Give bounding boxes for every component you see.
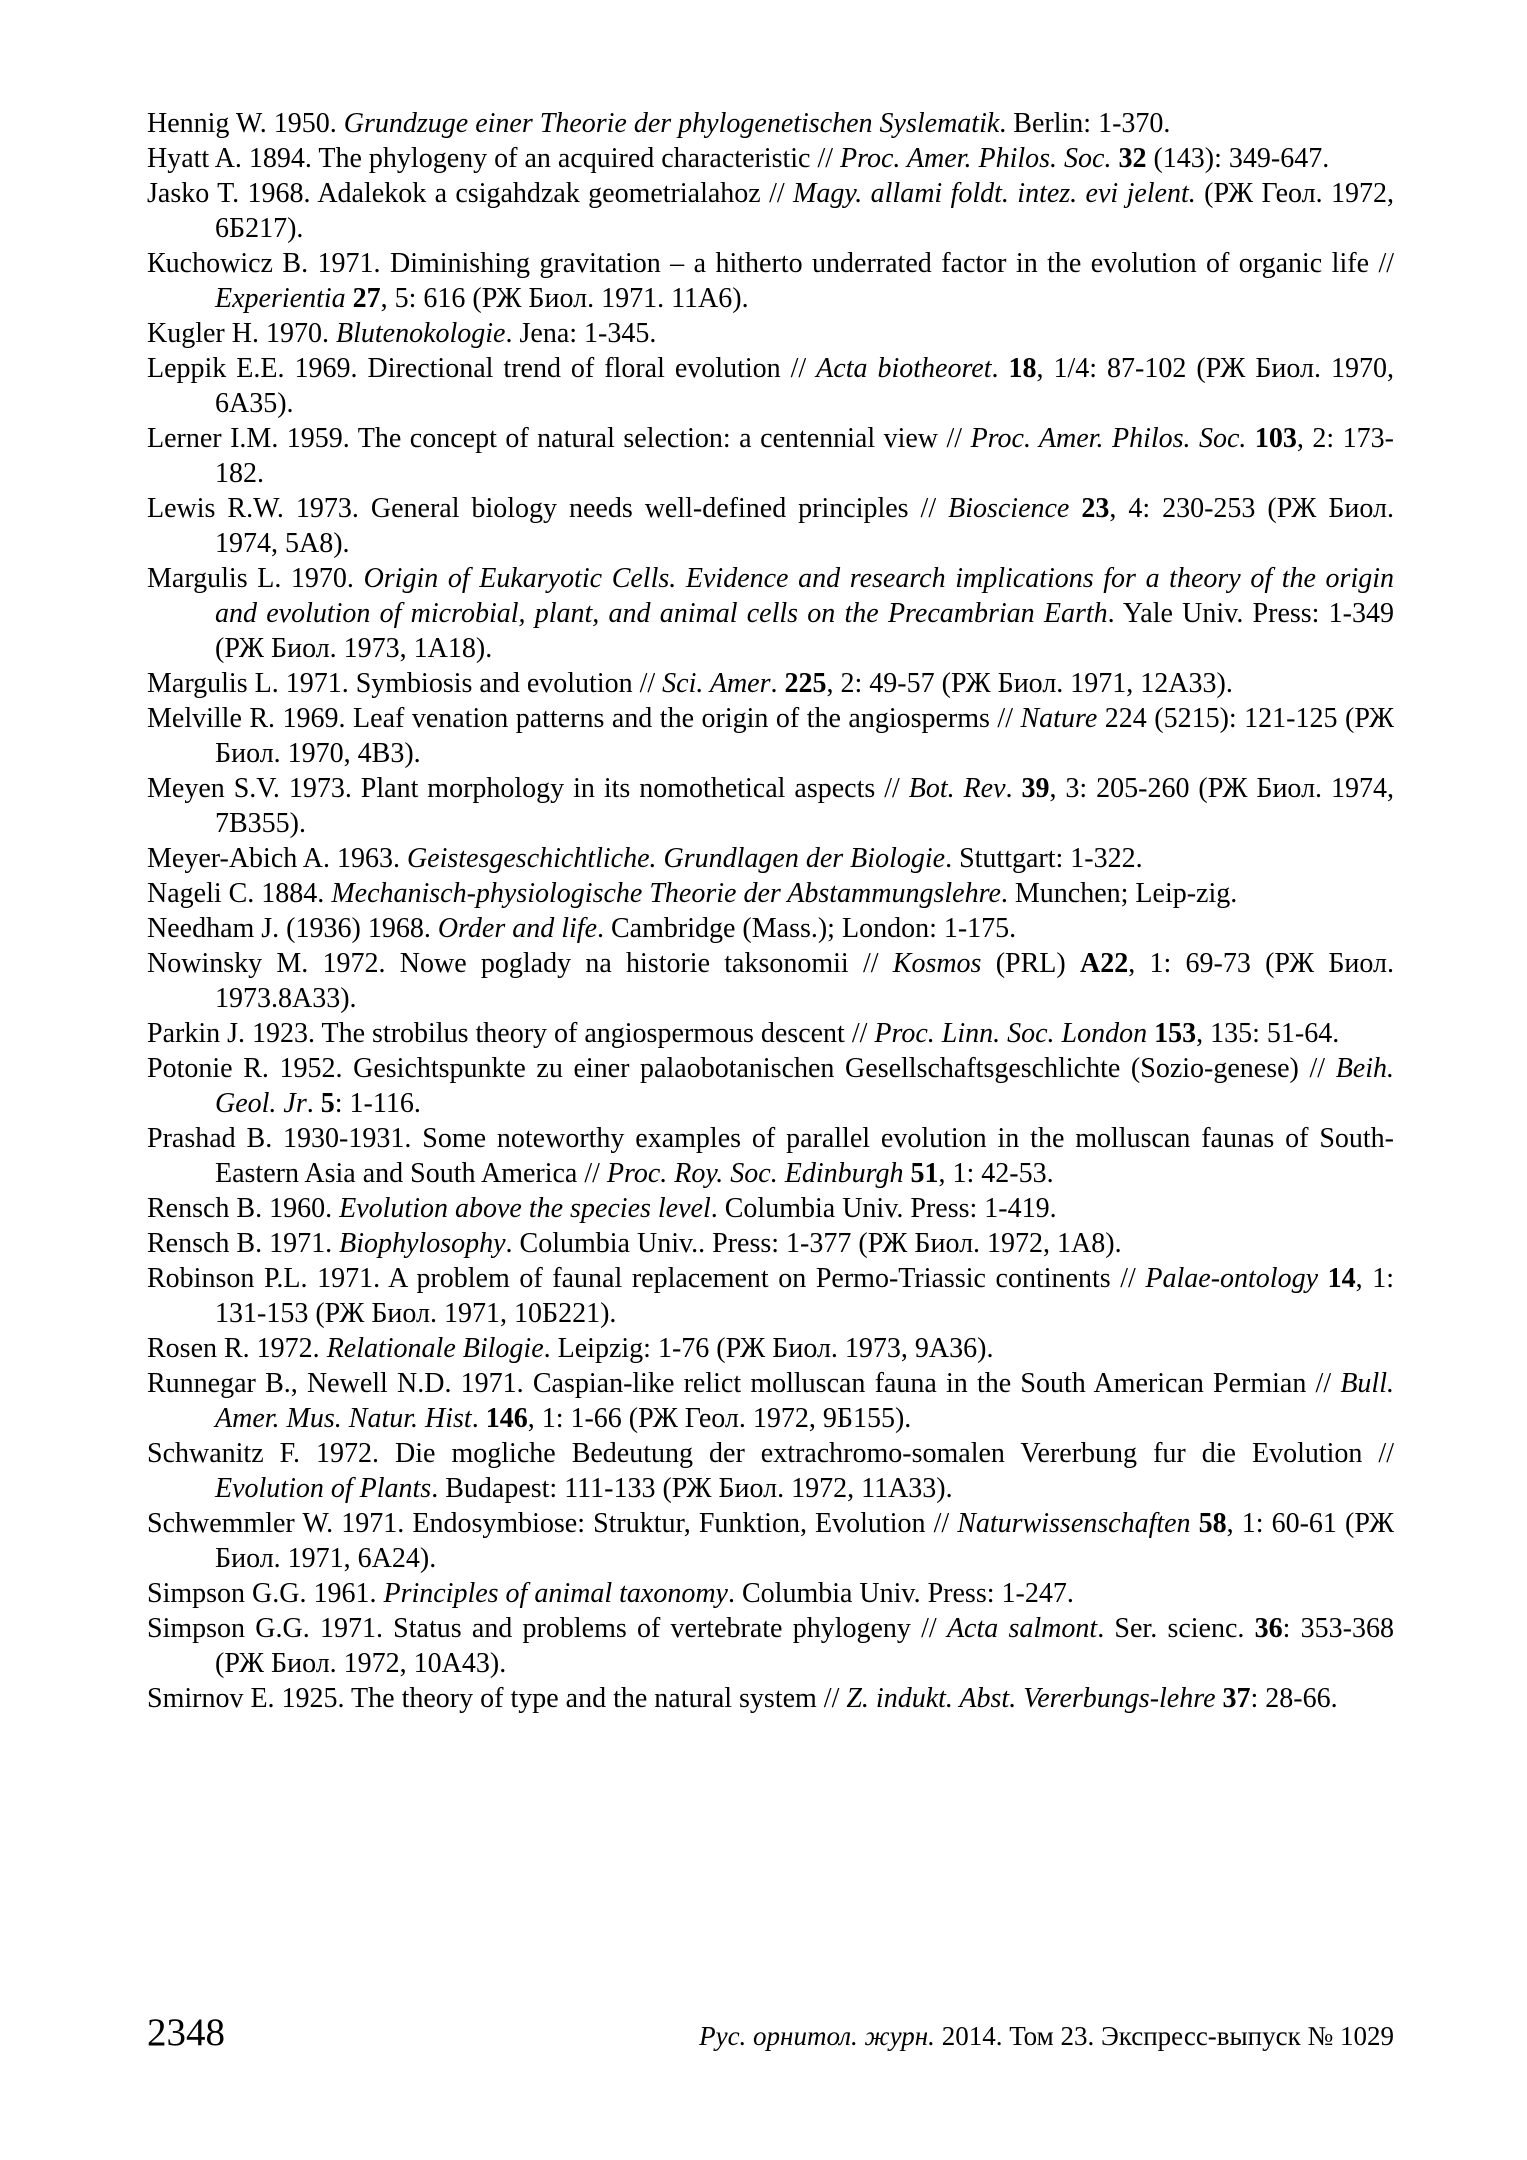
- reference-text: . Leipzig: 1-76 (РЖ Биол. 1973, 9А36).: [543, 1333, 994, 1364]
- reference-text: . Columbia Univ.. Press: 1-377 (РЖ Биол. 1972, 1А8).: [505, 1228, 1122, 1259]
- reference-volume-number: 18: [1008, 353, 1037, 384]
- reference-volume-number: 103: [1254, 423, 1297, 454]
- reference-text: , 1: 60-61 (РЖ Биол. 1971, 6А24).: [215, 1508, 1395, 1574]
- reference-entry: [147, 1261, 1394, 1331]
- reference-text: , 2: 49-57 (РЖ Биол. 1971, 12А33).: [826, 668, 1233, 699]
- reference-text: Melville R. 1969. Leaf venation patterns and the origin of the angiosperms //: [147, 703, 1021, 734]
- reference-text: Runnegar B., Newell N.D. 1971. Caspian-like relict molluscan fauna in the South American Permian //: [147, 1368, 1341, 1399]
- reference-italic-text: Evolution above the species level: [339, 1193, 711, 1224]
- reference-entry: [147, 106, 1394, 141]
- reference-text: [1216, 1683, 1223, 1714]
- reference-italic-text: Beih. Geol. Jr: [215, 1053, 1394, 1119]
- reference-entry: [147, 316, 1394, 351]
- reference-list: [147, 106, 1394, 1716]
- reference-volume-number: А22: [1079, 948, 1129, 979]
- reference-italic-text: Naturwissenschaften: [957, 1508, 1191, 1539]
- reference-italic-text: Palae-ontology: [1145, 1263, 1319, 1294]
- reference-text: . Yale Univ. Press: 1-349 (РЖ Биол. 1973, 1А18).: [215, 598, 1394, 664]
- reference-entry: [147, 1331, 1394, 1366]
- journal-citation: [699, 2022, 1394, 2052]
- reference-text: . Columbia Univ. Press: 1-419.: [710, 1193, 1057, 1224]
- reference-text: Prashad B. 1930-1931. Some noteworthy examples of parallel evolution in the molluscan faunas of South-Eastern Asia and South America //: [147, 1123, 1394, 1189]
- reference-entry: [147, 561, 1394, 666]
- reference-text: Potonie R. 1952. Gesichtspunkte zu einer palaobotanischen Gesellschaftsgeschlichte (Sozio-genese) //: [147, 1053, 1336, 1084]
- reference-text: Hennig W. 1950.: [147, 108, 344, 139]
- reference-volume-number: 14: [1327, 1263, 1356, 1294]
- reference-entry: [147, 1576, 1394, 1611]
- reference-italic-text: Z. indukt. Abst. Vererbungs-lehre: [846, 1683, 1216, 1714]
- reference-entry: [147, 1506, 1394, 1576]
- reference-text: Smirnov E. 1925. The theory of type and the natural system //: [147, 1683, 847, 1714]
- reference-italic-text: Experientia: [215, 283, 346, 314]
- journal-citation-details: 2014. Том 23. Экспресс-выпуск № 1029: [934, 2021, 1394, 2051]
- reference-italic-text: Bull. Amer. Mus. Natur. Hist: [215, 1368, 1394, 1434]
- reference-text: Rensch B. 1960.: [147, 1193, 340, 1224]
- page-footer: [147, 2012, 1394, 2055]
- reference-text: [1069, 493, 1081, 524]
- reference-entry: [147, 1366, 1394, 1436]
- reference-text: Кuchowicz B. 1971. Diminishing gravitation – a hitherto underrated factor in the evolution of organic life //: [147, 248, 1394, 279]
- reference-text: (РЖ Геол. 1972, 6Б217).: [215, 178, 1394, 244]
- reference-italic-text: Origin of Eukaryotic Cells. Evidence and research implications for a theory of the origin and evolution of microbial, plant, and animal cells on the Precambrian Earth: [215, 563, 1395, 629]
- reference-entry: [147, 701, 1394, 771]
- reference-volume-number: 32: [1118, 143, 1147, 174]
- reference-text: . Jena: 1-345.: [505, 318, 657, 349]
- reference-italic-text: Evolution of Plants: [215, 1473, 432, 1504]
- reference-italic-text: Bot. Rev: [908, 773, 1006, 804]
- reference-italic-text: Acta biotheoret: [816, 353, 992, 384]
- reference-text: , 135: 51-64.: [1196, 1018, 1340, 1049]
- reference-entry: [147, 666, 1394, 701]
- reference-text: Leppik E.E. 1969. Directional trend of floral evolution //: [147, 353, 817, 384]
- reference-entry: [147, 176, 1394, 246]
- reference-text: Needham J. (1936) 1968.: [147, 913, 438, 944]
- reference-volume-number: 153: [1154, 1018, 1197, 1049]
- reference-text: Hyatt A. 1894. The phylogeny of an acquired characteristic //: [147, 143, 841, 174]
- reference-text: : 1-116.: [334, 1088, 421, 1119]
- reference-text: , 1: 131-153 (РЖ Биол. 1971, 10Б221).: [215, 1263, 1395, 1329]
- reference-italic-text: Biophylosophy: [339, 1228, 506, 1259]
- reference-text: [346, 283, 353, 314]
- reference-entry: [147, 1016, 1394, 1051]
- reference-entry: [147, 911, 1394, 946]
- reference-italic-text: Geistesgeschichtliche. Grundlagen der Biologie: [406, 843, 946, 874]
- reference-text: . Munchen; Leip-zig.: [1000, 878, 1238, 909]
- reference-text: . Berlin: 1-370.: [999, 108, 1171, 139]
- reference-italic-text: Principles of animal taxonomy: [383, 1578, 728, 1609]
- reference-volume-number: 146: [485, 1403, 528, 1434]
- reference-entry: [147, 351, 1394, 421]
- reference-text: , 1: 42-53.: [938, 1158, 1054, 1189]
- reference-italic-text: Grundzuge einer Theorie der phylogenetischen Syslematik: [343, 108, 1000, 139]
- reference-entry: [147, 946, 1394, 1016]
- reference-italic-text: Bioscience: [948, 493, 1070, 524]
- reference-text: Margulis L. 1971. Symbiosis and evolution //: [147, 668, 663, 699]
- reference-text: (PRL): [981, 948, 1080, 979]
- reference-italic-text: Blutenokologie: [335, 318, 506, 349]
- reference-text: . Stuttgart: 1-322.: [945, 843, 1143, 874]
- reference-text: Robinson P.L. 1971. A problem of faunal replacement on Permo-Triassic continents //: [147, 1263, 1146, 1294]
- reference-text: , 2: 173-182.: [215, 423, 1394, 489]
- reference-text: , 3: 205-260 (РЖ Биол. 1974, 7В355).: [215, 773, 1394, 839]
- reference-entry: [147, 1226, 1394, 1261]
- reference-text: .: [471, 1403, 486, 1434]
- reference-volume-number: 36: [1254, 1613, 1283, 1644]
- reference-text: 224 (5215): 121-125 (РЖ Биол. 1970, 4В3).: [215, 703, 1394, 769]
- reference-entry: [147, 771, 1394, 841]
- reference-entry: [147, 1436, 1394, 1506]
- reference-volume-number: 51: [910, 1158, 939, 1189]
- reference-text: Lewis R.W. 1973. General biology needs well-defined principles //: [147, 493, 949, 524]
- reference-italic-text: Proc. Amer. Philos. Soc.: [970, 423, 1247, 454]
- page-number: 2348: [147, 2011, 225, 2054]
- reference-italic-text: Sci. Amer: [662, 668, 771, 699]
- reference-text: [1318, 1263, 1328, 1294]
- reference-text: . Budapest: 111-133 (РЖ Биол. 1972, 11А33).: [431, 1473, 953, 1504]
- reference-italic-text: Order and life: [437, 913, 597, 944]
- reference-text: . Ser. scienc.: [1097, 1613, 1255, 1644]
- reference-entry: [147, 141, 1394, 176]
- reference-text: Jasko T. 1968. Adalekok a csigahdzak geometrialahoz //: [147, 178, 794, 209]
- reference-text: .: [991, 353, 1009, 384]
- reference-text: Parkin J. 1923. The strobilus theory of angiospermous descent //: [147, 1018, 875, 1049]
- reference-entry: [147, 841, 1394, 876]
- reference-text: Lerner I.M. 1959. The concept of natural selection: a centennial view //: [147, 423, 971, 454]
- reference-text: (143): 349-647.: [1146, 143, 1330, 174]
- reference-text: Margulis L. 1970.: [147, 563, 364, 594]
- reference-italic-text: Acta salmont: [946, 1613, 1098, 1644]
- reference-italic-text: Proc. Roy. Soc. Edinburgh: [606, 1158, 904, 1189]
- reference-text: , 5: 616 (РЖ Биол. 1971. 11А6).: [380, 283, 749, 314]
- reference-text: Rensch B. 1971.: [147, 1228, 340, 1259]
- reference-text: : 353-368 (РЖ Биол. 1972, 10А43).: [215, 1613, 1394, 1679]
- reference-text: . Cambridge (Mass.); London: 1-175.: [597, 913, 1017, 944]
- reference-volume-number: 58: [1198, 1508, 1227, 1539]
- reference-volume-number: 37: [1222, 1683, 1251, 1714]
- reference-text: Meyer-Abich A. 1963.: [147, 843, 407, 874]
- reference-entry: [147, 491, 1394, 561]
- reference-text: . Columbia Univ. Press: 1-247.: [727, 1578, 1074, 1609]
- reference-text: , 1: 1-66 (РЖ Геол. 1972, 9Б155).: [527, 1403, 912, 1434]
- reference-italic-text: Proc. Linn. Soc. London: [874, 1018, 1148, 1049]
- reference-entry: [147, 876, 1394, 911]
- reference-text: , 1/4: 87-102 (РЖ Биол. 1970, 6А35).: [215, 353, 1394, 419]
- reference-text: [1246, 423, 1254, 454]
- reference-volume-number: 225: [784, 668, 827, 699]
- reference-text: Nowinsky M. 1972. Nowe poglady na historie taksonomii //: [147, 948, 893, 979]
- reference-volume-number: 27: [352, 283, 381, 314]
- reference-italic-text: Mechanisch-physiologische Theorie der Abstammungslehre: [331, 878, 1001, 909]
- reference-text: Kugler H. 1970.: [147, 318, 336, 349]
- reference-entry: [147, 1611, 1394, 1681]
- reference-italic-text: Relationale Bilogie: [326, 1333, 544, 1364]
- reference-volume-number: 39: [1021, 773, 1050, 804]
- reference-entry: [147, 1121, 1394, 1191]
- reference-entry: [147, 1191, 1394, 1226]
- reference-text: [1191, 1508, 1199, 1539]
- reference-text: : 28-66.: [1250, 1683, 1338, 1714]
- reference-italic-text: Kosmos: [892, 948, 982, 979]
- journal-citation-title: Рус. орнитол. журн.: [699, 2021, 935, 2051]
- reference-entry: [147, 246, 1394, 316]
- reference-italic-text: Magy. allami foldt. intez. evi jelent.: [793, 178, 1196, 209]
- reference-entry: [147, 421, 1394, 491]
- reference-text: Schwemmler W. 1971. Endosymbiose: Struktur, Funktion, Evolution //: [147, 1508, 958, 1539]
- reference-text: Schwanitz F. 1972. Die mogliche Bedeutung der extrachromo-somalen Vererbung fur die Evolution //: [147, 1438, 1394, 1469]
- reference-text: Simpson G.G. 1971. Status and problems of vertebrate phylogeny //: [147, 1613, 947, 1644]
- reference-text: .: [1005, 773, 1022, 804]
- reference-text: Rosen R. 1972.: [147, 1333, 327, 1364]
- reference-text: , 4: 230-253 (РЖ Биол. 1974, 5А8).: [215, 493, 1395, 559]
- reference-volume-number: 5: [320, 1088, 335, 1119]
- reference-italic-text: Nature: [1020, 703, 1098, 734]
- reference-text: Nageli C. 1884.: [147, 878, 332, 909]
- reference-entry: [147, 1681, 1394, 1716]
- reference-entry: [147, 1051, 1394, 1121]
- reference-text: Simpson G.G. 1961.: [147, 1578, 384, 1609]
- reference-text: .: [770, 668, 785, 699]
- reference-text: , 1: 69-73 (РЖ Биол. 1973.8А33).: [215, 948, 1394, 1014]
- reference-text: Meyen S.V. 1973. Plant morphology in its nomothetical aspects //: [147, 773, 909, 804]
- reference-text: .: [306, 1088, 321, 1119]
- reference-italic-text: Proc. Amer. Philos. Soc.: [840, 143, 1112, 174]
- reference-volume-number: 23: [1081, 493, 1110, 524]
